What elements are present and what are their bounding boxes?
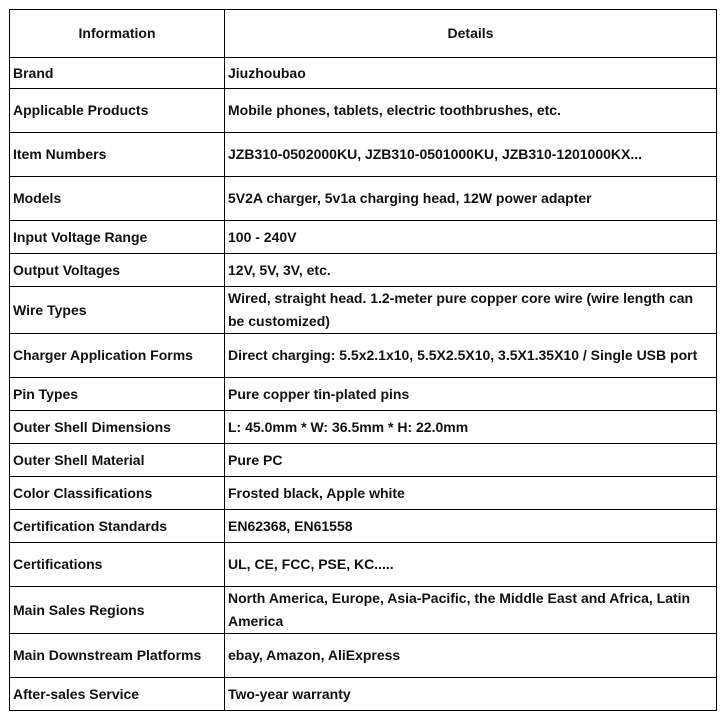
row-label: Outer Shell Dimensions	[10, 411, 225, 444]
row-value: Frosted black, Apple white	[225, 477, 717, 510]
table-row	[10, 634, 717, 678]
row-label: Brand	[10, 58, 225, 89]
row-value: Direct charging: 5.5x2.1x10, 5.5X2.5X10, 3.5X1.35X10 / Single USB port	[225, 334, 717, 378]
table-header-row	[10, 10, 717, 58]
row-label: Pin Types	[10, 378, 225, 411]
row-label: Applicable Products	[10, 89, 225, 133]
row-label: Outer Shell Material	[10, 444, 225, 477]
row-value: EN62368, EN61558	[225, 510, 717, 543]
row-label: Input Voltage Range	[10, 221, 225, 254]
row-value: Pure copper tin-plated pins	[225, 378, 717, 411]
table-row	[10, 221, 717, 254]
table-row	[10, 334, 717, 378]
table-row	[10, 543, 717, 587]
header-details: Details	[225, 10, 717, 58]
row-label: Main Sales Regions	[10, 587, 225, 634]
table-row	[10, 89, 717, 133]
row-value: Jiuzhoubao	[225, 58, 717, 89]
row-value: L: 45.0mm * W: 36.5mm * H: 22.0mm	[225, 411, 717, 444]
table-row	[10, 287, 717, 334]
row-label: Main Downstream Platforms	[10, 634, 225, 678]
table-row	[10, 378, 717, 411]
table-row	[10, 133, 717, 177]
row-label: Item Numbers	[10, 133, 225, 177]
row-value: 12V, 5V, 3V, etc.	[225, 254, 717, 287]
row-value: Pure PC	[225, 444, 717, 477]
row-label: Certifications	[10, 543, 225, 587]
row-value: JZB310-0502000KU, JZB310-0501000KU, JZB310-1201000KX...	[225, 133, 717, 177]
table-row	[10, 587, 717, 634]
row-value: UL, CE, FCC, PSE, KC.....	[225, 543, 717, 587]
row-value: North America, Europe, Asia-Pacific, the Middle East and Africa, Latin America	[225, 587, 717, 634]
table-row	[10, 411, 717, 444]
row-label: Charger Application Forms	[10, 334, 225, 378]
table-row	[10, 58, 717, 89]
table-row	[10, 477, 717, 510]
table-row	[10, 510, 717, 543]
row-label: Wire Types	[10, 287, 225, 334]
row-value: Mobile phones, tablets, electric toothbrushes, etc.	[225, 89, 717, 133]
row-value: 100 - 240V	[225, 221, 717, 254]
table-row	[10, 177, 717, 221]
row-label: Certification Standards	[10, 510, 225, 543]
spec-table	[9, 9, 717, 711]
row-value: Two-year warranty	[225, 678, 717, 711]
row-value: 5V2A charger, 5v1a charging head, 12W power adapter	[225, 177, 717, 221]
row-value: ebay, Amazon, AliExpress	[225, 634, 717, 678]
row-label: Color Classifications	[10, 477, 225, 510]
row-label: Output Voltages	[10, 254, 225, 287]
header-information: Information	[10, 10, 225, 58]
row-label: After-sales Service	[10, 678, 225, 711]
row-label: Models	[10, 177, 225, 221]
table-row	[10, 678, 717, 711]
row-value: Wired, straight head. 1.2-meter pure copper core wire (wire length can be customized)	[225, 287, 717, 334]
table-row	[10, 444, 717, 477]
table-row	[10, 254, 717, 287]
